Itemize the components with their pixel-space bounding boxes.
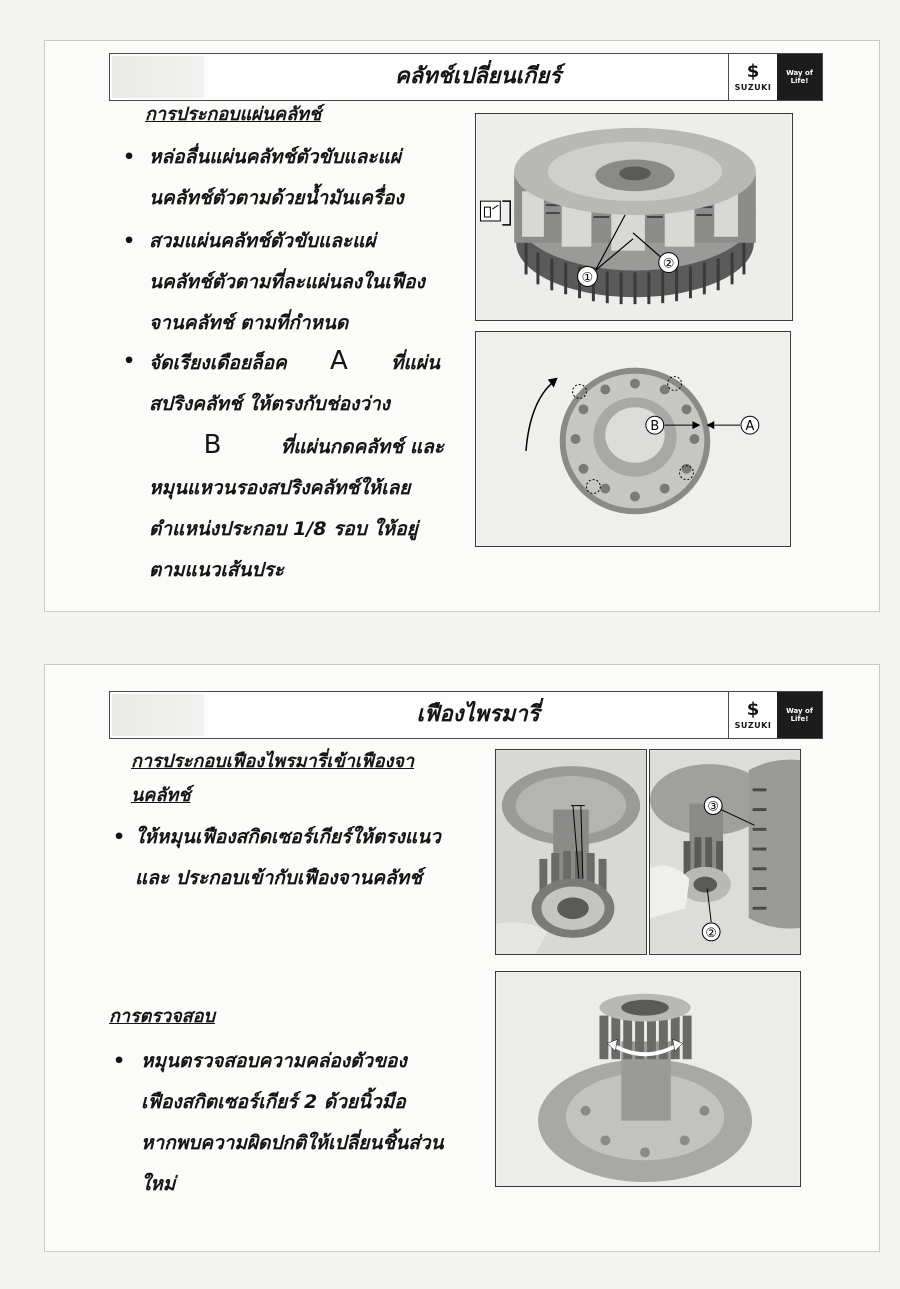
suzuki-logo [728,692,822,738]
bullet-lubricate: • หล่อลื่นแผ่นคลัทช์ตัวขับและแผ่ นคลัทช์ตัวตามด้วยน้ำมันเครื่อง [149,137,404,219]
suzuki-logo [728,54,822,100]
inspection-subheading: การตรวจสอบ [109,1006,215,1027]
callout-1: ① [581,270,594,286]
letter-b: B [203,430,222,460]
slide-title: คลัทช์เปลี่ยนเกียร์ [394,64,562,89]
brand-tagline: Way of Life! [777,692,822,738]
bullet-dot: • [113,826,126,848]
brand-name: SUZUKI [734,720,772,730]
section-subheading: การประกอบแผ่นคลัทช์ [145,104,322,125]
bullet-dot: • [123,230,136,252]
suzuki-s-icon: $ [746,698,760,720]
bullet-dot: • [123,146,136,168]
slide-title: เฟืองไพรมารี่ [416,702,540,727]
bullet-align-gear: • ให้หมุนเฟืองสกิดเซอร์เกียร์ให้ตรงแนว และ ประกอบเข้ากับเฟืองจานคลัทช์ [135,817,441,899]
bleed-through-logo [112,694,204,736]
callout-a: A [745,419,755,435]
bullet-install-plates: • สวมแผ่นคลัทช์ตัวขับและแผ่ นคลัทช์ตัวตามที่ละแผ่นลงในเฟือง จานคลัทช์ ตามที่กำหนด [149,221,425,344]
bullet-dot: • [123,350,136,372]
callout-2-gear: ② [705,925,717,941]
callout-2: ② [662,256,675,272]
gear-inspection-photo [495,971,801,1187]
section-subheading: การประกอบเฟืองไพรมารี่เข้าเฟืองจา นคลัทช์ [131,751,415,806]
clutch-basket-photo [475,113,793,321]
spring-plate-photo [475,331,791,547]
gear-alignment-photo-left [495,749,647,955]
bullet-dot: • [113,1050,126,1072]
slide-clutch [44,40,880,612]
gear-alignment-photo-right [649,749,801,955]
slide-header [109,53,823,101]
bullet-inspect-gear: • หมุนตรวจสอบความคล่องตัวของ เฟืองสกิตเซอร์เกียร์ 2 ด้วยนิ้วมือ หากพบความผิดปกติให้เปลี่ยนชิ้นส่วน ใหม่ [141,1041,444,1205]
slide-primary-gear [44,664,880,1252]
slide-header [109,691,823,739]
bleed-through-logo [112,56,204,98]
bullet-align-pins: • จัดเรียงเดือยล็อค A ที่แผ่น สปริงคลัทช์ ให้ตรงกับช่องว่าง B ที่แผ่นกดคลัทช์ และ หมุนแหวนรองสปริงคลัทช์ให้เลย ตำแหน่งประกอบ 1/8 รอบ ให้อยู่ ตามแนวเส้นประ [149,341,444,591]
callout-3: ③ [707,799,719,815]
callout-b: B [650,419,660,435]
brand-name: SUZUKI [734,82,772,92]
brand-tagline: Way of Life! [777,54,822,100]
letter-a: A [329,346,348,376]
suzuki-s-icon: $ [746,60,760,82]
